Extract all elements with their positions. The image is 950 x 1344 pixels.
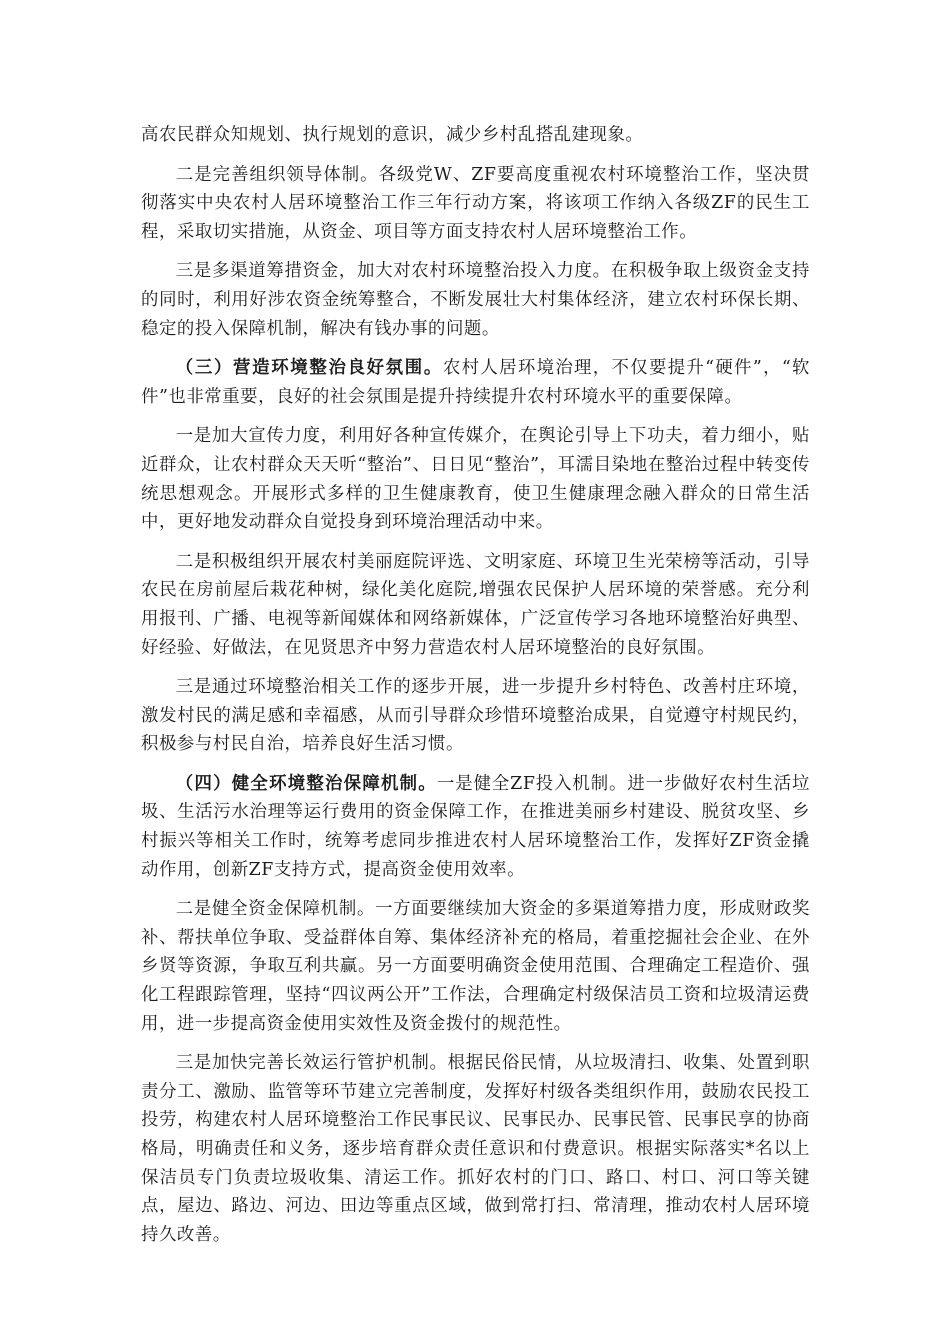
paragraph-10 [141, 1049, 810, 1249]
paragraph-7 [141, 673, 810, 759]
paragraph-2-text: 二是完善组织领导体制。各级党W、ZF要高度重视农村环境整治工作，坚决贯彻落实中央农村人居环境整治工作三年行动方案，将该项工作纳入各级ZF的民生工程，采取切实措施，从资金、项目等方面支持农村人居环境整治工作。 [141, 164, 810, 242]
paragraph-3 [141, 257, 810, 343]
section-heading-4: （四）健全环境整治保障机制。 [175, 773, 437, 794]
paragraph-3-text: 三是多渠道筹措资金，加大对农村环境整治投入力度。在积极争取上级资金支持的同时，利用好涉农资金统筹整合，不断发展壮大村集体经济，建立农村环保长期、稳定的投入保障机制，解决有钱办事的问题。 [141, 261, 810, 339]
paragraph-4-text: 农村人居环境治理，不仅要提升“硬件”，“软件”也非常重要，良好的社会氛围是提升持续提升农村环境水平的重要保障。 [141, 358, 810, 407]
paragraph-6-text: 二是积极组织开展农村美丽庭院评选、文明家庭、环境卫生光荣榜等活动，引导农民在房前屋后栽花种树，绿化美化庭院,增强农民保护人居环境的荣誉感。充分利用报刊、广播、电视等新闻媒体和网络新媒体，广泛宣传学习各地环境整治好典型、好经验、好做法，在见贤思齐中努力营造农村人居环境整治的良好氛围。 [141, 551, 810, 658]
section-heading-3: （三）营造环境整治良好氛围。 [175, 358, 443, 379]
paragraph-1-text: 高农民群众知规划、执行规划的意识，减少乡村乱搭乱建现象。 [141, 125, 644, 145]
paragraph-7-text: 三是通过环境整治相关工作的逐步开展，进一步提升乡村特色、改善村庄环境，激发村民的满足感和幸福感，从而引导群众珍惜环境整治成果，自觉遵守村规民约，积极参与村民自治，培养良好生活习惯。 [141, 677, 810, 755]
paragraph-8-text: 一是健全ZF投入机制。进一步做好农村生活垃圾、生活污水治理等运行费用的资金保障工作，在推进美丽乡村建设、脱贫攻坚、乡村振兴等相关工作时，统筹考虑同步推进农村人居环境整治工作，发挥好ZF资金撬动作用，创新ZF支持方式，提高资金使用效率。 [141, 773, 811, 880]
paragraph-6 [141, 548, 810, 662]
paragraph-4 [141, 354, 810, 411]
paragraph-1 [141, 121, 810, 150]
paragraph-9-text: 二是健全资金保障机制。一方面要继续加大资金的多渠道筹措力度，形成财政奖补、帮扶单位争取、受益群体自筹、集体经济补充的格局，着重挖掘社会企业、在外乡贤等资源，争取互利共赢。另一方面要明确资金使用范围、合理确定工程造价、强化工程跟踪管理，坚持“四议两公开”工作法，合理确定村级保洁员工资和垃圾清运费用，进一步提高资金使用实效性及资金拨付的规范性。 [141, 899, 810, 1034]
paragraph-5 [141, 422, 810, 536]
paragraph-9 [141, 895, 810, 1038]
document-body [141, 121, 810, 1260]
paragraph-2 [141, 161, 810, 247]
paragraph-10-text: 三是加快完善长效运行管护机制。根据民俗民情，从垃圾清扫、收集、处置到职责分工、激励、监管等环节建立完善制度，发挥好村级各类组织作用，鼓励农民投工投劳，构建农村人居环境整治工作民事民议、民事民办、民事民管、民事民享的协商格局，明确责任和义务，逐步培育群众责任意识和付费意识。根据实际落实*名以上保洁员专门负责垃圾收集、清运工作。抓好农村的门口、路口、村口、河口等关键点，屋边、路边、河边、田边等重点区域，做到常打扫、常清理，推动农村人居环境持久改善。 [141, 1053, 810, 1245]
paragraph-5-text: 一是加大宣传力度，利用好各种宣传媒介，在舆论引导上下功夫，着力细小，贴近群众，让农村群众天天听“整治”、日日见“整治”，耳濡目染地在整治过程中转变传统思想观念。开展形式多样的卫生健康教育，使卫生健康理念融入群众的日常生活中，更好地发动群众自觉投身到环境治理活动中来。 [141, 426, 810, 533]
paragraph-8 [141, 770, 810, 884]
